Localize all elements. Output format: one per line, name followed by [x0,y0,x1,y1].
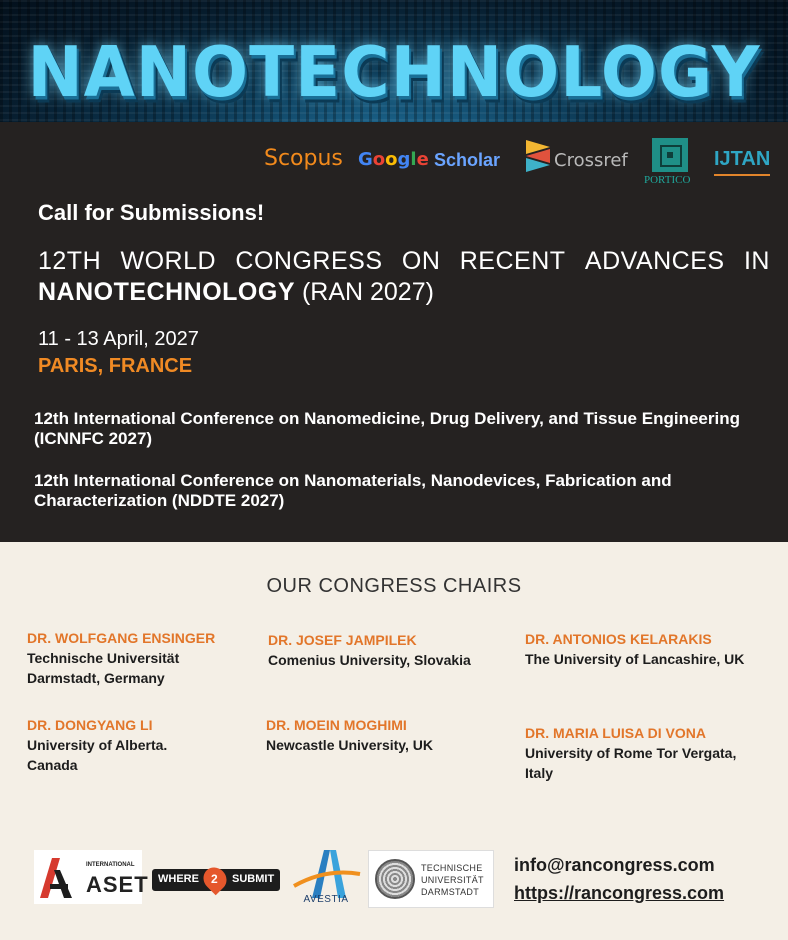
chair-affiliation: University of Rome Tor Vergata, Italy [525,745,737,781]
banner-title: NANOTECHNOLOGY [27,32,761,113]
indexing-logos [0,132,788,192]
scholar-logo-text: Scholar [434,150,501,170]
tu-darmstadt-seal-icon [375,859,415,899]
chair-card [27,715,267,775]
chair-affiliation: Comenius University, Slovakia [268,652,471,668]
ijtan-logo: IJTAN [714,148,770,176]
contact-email[interactable]: info@rancongress.com [514,855,715,875]
conference-item: 12th International Conference on Nanomaterials, Nanodevices, Fabrication and Characterization (NDDTE 2027) [34,471,672,510]
where2submit-logo: WHERE 2 SUBMIT [152,869,280,891]
chair-card [266,715,506,755]
chair-affiliation: The University of Lancashire, UK [525,651,745,667]
chair-card [525,723,765,783]
avestia-logo-icon [290,846,362,898]
chair-card [525,629,765,669]
scopus-logo: Scopus [264,146,343,171]
chair-name: DR. DONGYANG LI [27,717,153,733]
chair-name: DR. JOSEF JAMPILEK [268,632,417,648]
chair-name: DR. MOEIN MOGHIMI [266,717,407,733]
chair-name: DR. WOLFGANG ENSINGER [27,630,216,646]
crossref-icon [526,140,550,172]
chair-name: DR. ANTONIOS KELARAKIS [525,631,712,647]
congress-dates: 11 - 13 April, 2027 [38,328,199,350]
website-link[interactable]: https://rancongress.com [514,883,725,903]
chair-card [27,628,267,688]
portico-icon [652,138,688,172]
nanotechnology-banner [0,0,788,122]
crossref-logo: Crossref [554,150,628,171]
aset-a-icon [38,856,78,898]
avestia-logo-text: AVESTIA [303,894,349,905]
congress-title [38,246,770,308]
chair-card [268,630,508,670]
chair-name: DR. MARIA LUISA DI VONA [525,725,706,741]
portico-logo: PORTICO [644,174,691,186]
conference-item: 12th International Conference on Nanomedicine, Drug Delivery, and Tissue Engineering (ICNNFC 2027) [34,409,740,448]
tu-darmstadt-logo: TECHNISCHE UNIVERSITÄT DARMSTADT [368,850,494,908]
congress-title-line1: 12TH WORLD CONGRESS ON RECENT ADVANCES IN [38,247,770,275]
chair-affiliation: University of Alberta. Canada [27,737,168,773]
chair-affiliation: Technische Universität Darmstadt, Germany [27,650,180,686]
chairs-heading: OUR CONGRESS CHAIRS [266,575,522,597]
congress-title-line2: NANOTECHNOLOGY (RAN 2027) [38,278,434,306]
aset-logo: INTERNATIONAL ASET [34,850,142,904]
congress-location: PARIS, FRANCE [38,355,193,377]
chair-affiliation: Newcastle University, UK [266,737,434,753]
google-logo: Google [358,149,429,170]
call-heading: Call for Submissions! [38,200,265,225]
